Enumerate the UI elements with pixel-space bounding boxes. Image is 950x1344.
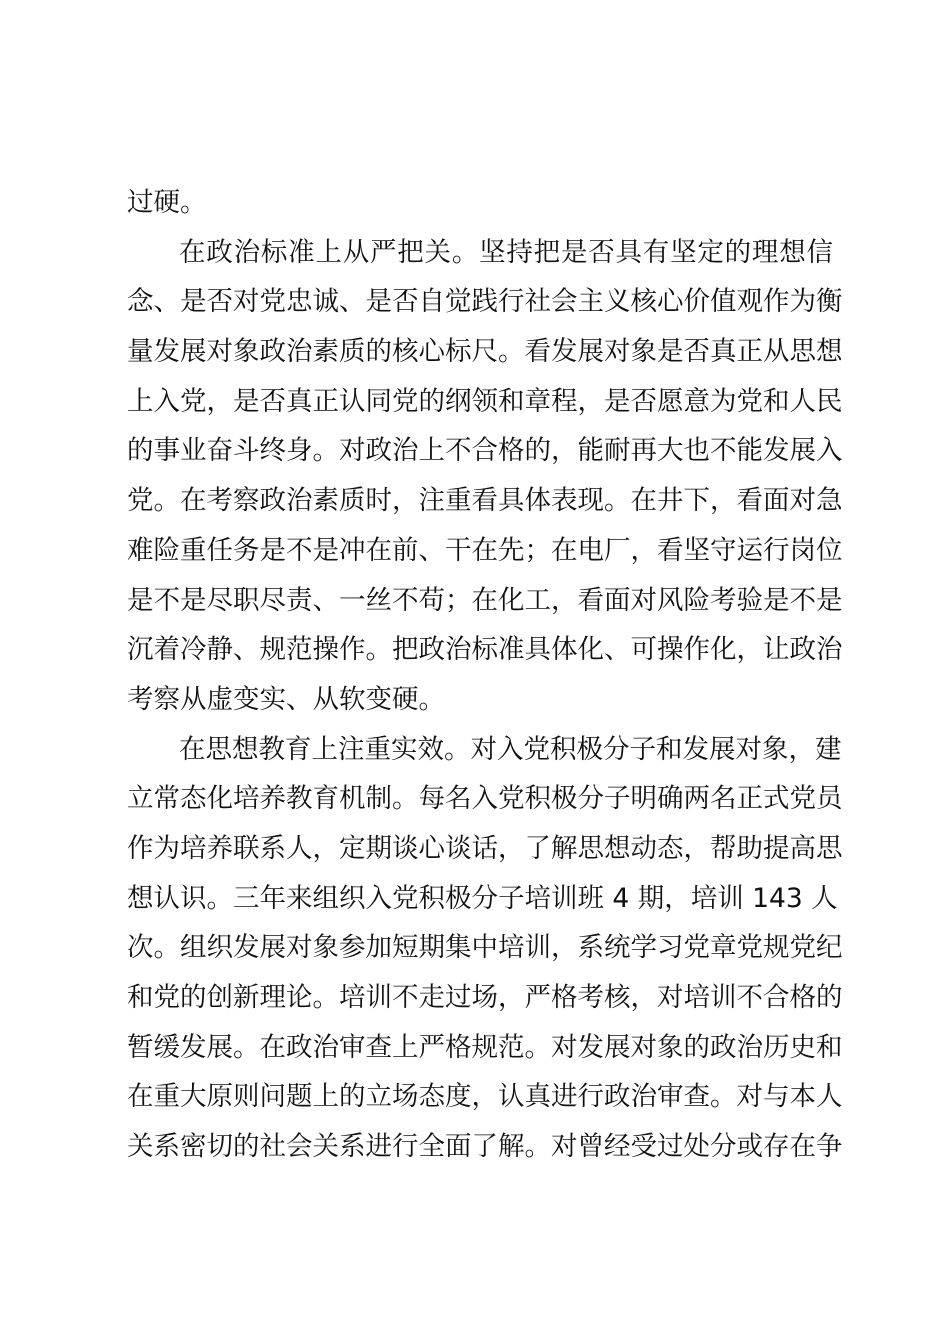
text-line: 在重大原则问题上的立场态度，认真进行政治审查。对与本人 xyxy=(127,1081,843,1113)
text-line: 量发展对象政治素质的核心标尺。看发展对象是否真正从思想 xyxy=(127,336,843,368)
text-line: 难险重任务是不是冲在前、干在先；在电厂，看坚守运行岗位 xyxy=(127,534,843,566)
text-line: 作为培养联系人，定期谈心谈话，了解思想动态，帮助提高思 xyxy=(127,832,843,864)
text-line: 考察从虚变实、从软变硬。 xyxy=(127,683,445,715)
text-line: 过硬。 xyxy=(127,187,207,218)
text-line: 是不是尽职尽责、一丝不苟；在化工，看面对风险考验是不是 xyxy=(127,584,843,616)
text-line: 念、是否对党忠诚、是否自觉践行社会主义核心价值观作为衡 xyxy=(127,286,843,318)
text-line: 上入党，是否真正认同党的纲领和章程，是否愿意为党和人民 xyxy=(127,385,843,417)
text-line: 的事业奋斗终身。对政治上不合格的，能耐再大也不能发展入 xyxy=(127,435,843,467)
text-line: 关系密切的社会关系进行全面了解。对曾经受过处分或存在争 xyxy=(127,1131,843,1163)
paragraph-first-line: 在政治标准上从严把关。坚持把是否具有坚定的理想信 xyxy=(179,236,833,268)
body-text xyxy=(127,178,843,1172)
text-line: 沉着冷静、规范操作。把政治标准具体化、可操作化，让政治 xyxy=(127,634,843,666)
paragraph-first-line: 在思想教育上注重实效。对入党积极分子和发展对象，建 xyxy=(179,733,842,765)
text-line: 暂缓发展。在政治审查上严格规范。对发展对象的政治历史和 xyxy=(127,1031,843,1063)
text-line: 和党的创新理论。培训不走过场，严格考核，对培训不合格的 xyxy=(127,982,843,1013)
text-line: 次。组织发展对象参加短期集中培训，系统学习党章党规党纪 xyxy=(127,932,843,964)
text-line: 想认识。三年来组织入党积极分子培训班 4 期，培训 143 人 xyxy=(127,882,838,914)
text-line: 立常态化培养教育机制。每名入党积极分子明确两名正式党员 xyxy=(127,783,843,815)
text-line: 党。在考察政治素质时，注重看具体表现。在井下，看面对急 xyxy=(127,485,843,517)
